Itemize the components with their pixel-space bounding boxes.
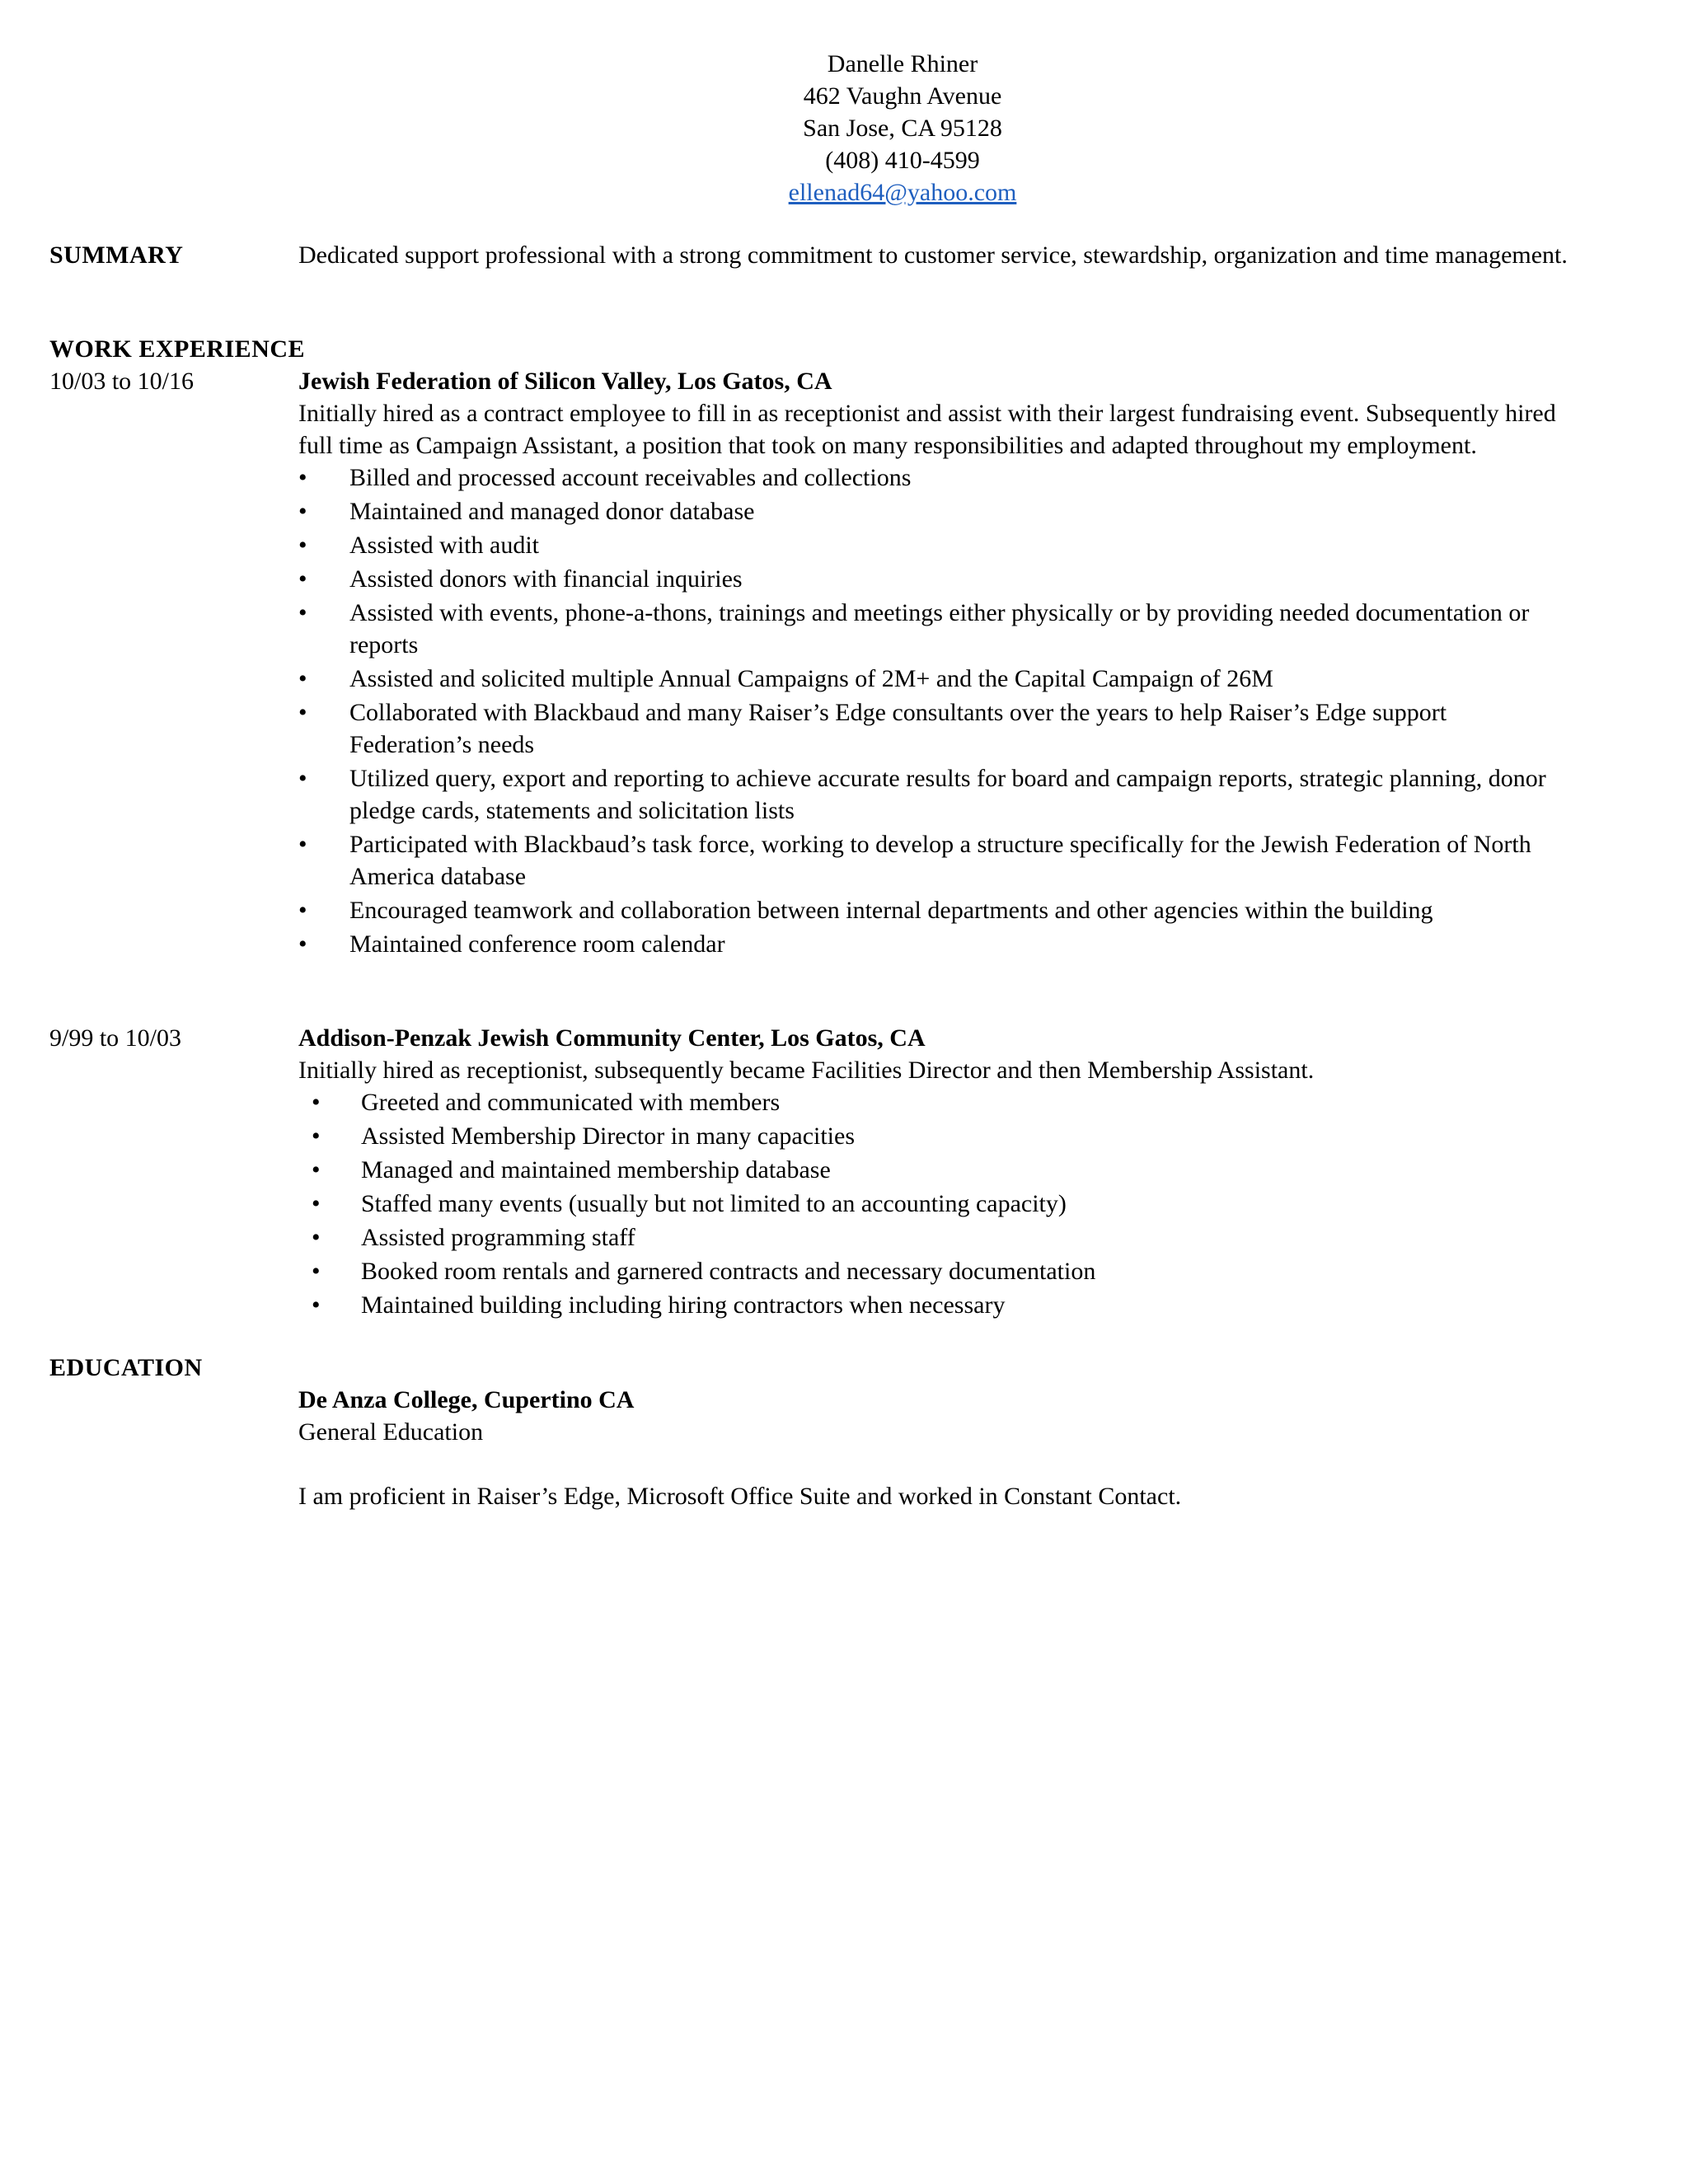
job-description: Initially hired as receptionist, subsequently became Facilities Director and then Membership Assistant. xyxy=(298,1057,1315,1084)
list-item: • Greeted and communicated with members xyxy=(298,1086,1568,1118)
list-item: • Participated with Blackbaud’s task force, working to develop a structure specifically for the Jewish Federation of North America database xyxy=(298,828,1568,893)
list-item: • Utilized query, export and reporting to achieve accurate results for board and campaign reports, strategic planning, donor pledge cards, statements and solicitation lists xyxy=(298,762,1568,827)
bullet-icon: • xyxy=(312,1190,321,1217)
bullet-icon: • xyxy=(312,1089,321,1116)
list-item: • Assisted donors with financial inquiries xyxy=(298,563,1568,595)
job-dates: 10/03 to 10/16 xyxy=(49,368,195,395)
bullet-icon: • xyxy=(298,532,307,559)
work-experience-heading: WORK EXPERIENCE xyxy=(49,335,306,363)
bullet-icon: • xyxy=(298,930,307,958)
list-item: • Collaborated with Blackbaud and many Raiser’s Edge consultants over the years to help Raiser’s Edge support Federation’s needs xyxy=(298,696,1568,761)
contact-header xyxy=(0,48,1688,209)
bullet-icon: • xyxy=(298,599,307,626)
list-item: • Assisted Membership Director in many capacities xyxy=(298,1120,1568,1152)
phone-number: (408) 410-4599 xyxy=(825,147,980,174)
school-name: De Anza College, Cupertino CA xyxy=(298,1386,635,1413)
employer-name: Jewish Federation of Silicon Valley, Los Gatos, CA xyxy=(298,368,832,395)
bullet-icon: • xyxy=(312,1156,321,1183)
street-address: 462 Vaughn Avenue xyxy=(803,82,1002,110)
program-name: General Education xyxy=(298,1418,484,1446)
list-item: • Managed and maintained membership database xyxy=(298,1154,1568,1186)
list-item: • Assisted with audit xyxy=(298,529,1568,561)
bullet-icon: • xyxy=(298,565,307,593)
bullet-icon: • xyxy=(312,1224,321,1251)
job-entry xyxy=(298,1022,1568,1323)
city-state-zip: San Jose, CA 95128 xyxy=(803,115,1002,142)
bullet-icon: • xyxy=(298,665,307,692)
bullet-icon: • xyxy=(312,1122,321,1150)
bullet-icon: • xyxy=(312,1291,321,1319)
skills-statement: I am proficient in Raiser’s Edge, Microsoft Office Suite and worked in Constant Contact. xyxy=(298,1483,1182,1510)
bullet-icon: • xyxy=(298,498,307,525)
job-dates: 9/99 to 10/03 xyxy=(49,1024,182,1052)
bullet-icon: • xyxy=(298,699,307,726)
job-entry xyxy=(298,365,1568,962)
list-item: • Booked room rentals and garnered contracts and necessary documentation xyxy=(298,1255,1568,1287)
job-responsibilities-list xyxy=(298,1086,1568,1321)
bullet-icon: • xyxy=(298,464,307,491)
bullet-icon: • xyxy=(298,765,307,792)
education-heading: EDUCATION xyxy=(49,1354,203,1381)
list-item: • Assisted programming staff xyxy=(298,1221,1568,1254)
email-link[interactable]: ellenad64@yahoo.com xyxy=(788,179,1017,206)
list-item: • Maintained conference room calendar xyxy=(298,928,1568,960)
list-item: • Billed and processed account receivables and collections xyxy=(298,462,1568,494)
bullet-icon: • xyxy=(298,831,307,858)
bullet-icon: • xyxy=(298,897,307,924)
list-item: • Maintained building including hiring contractors when necessary xyxy=(298,1289,1568,1321)
list-item: • Assisted and solicited multiple Annual Campaigns of 2M+ and the Capital Campaign of 26M xyxy=(298,663,1568,695)
employer-name: Addison-Penzak Jewish Community Center, Los Gatos, CA xyxy=(298,1024,926,1052)
education-entry xyxy=(298,1384,1568,1512)
bullet-icon: • xyxy=(312,1258,321,1285)
list-item: • Staffed many events (usually but not limited to an accounting capacity) xyxy=(298,1188,1568,1220)
summary-text: Dedicated support professional with a strong commitment to customer service, stewardship, organization and time management. xyxy=(298,241,1568,269)
list-item: • Assisted with events, phone-a-thons, trainings and meetings either physically or by providing needed documentation or reports xyxy=(298,597,1568,661)
list-item: • Encouraged teamwork and collaboration between internal departments and other agencies within the building xyxy=(298,894,1568,926)
summary-heading: SUMMARY xyxy=(49,241,184,269)
job-description: Initially hired as a contract employee to fill in as receptionist and assist with their largest fundraising event. Subsequently hired full time as Campaign Assistant, a position that took on many responsibilities and adapted throughout my employment. xyxy=(298,400,1556,459)
job-responsibilities-list xyxy=(298,462,1568,960)
list-item: • Maintained and managed donor database xyxy=(298,495,1568,527)
applicant-name: Danelle Rhiner xyxy=(827,50,978,77)
